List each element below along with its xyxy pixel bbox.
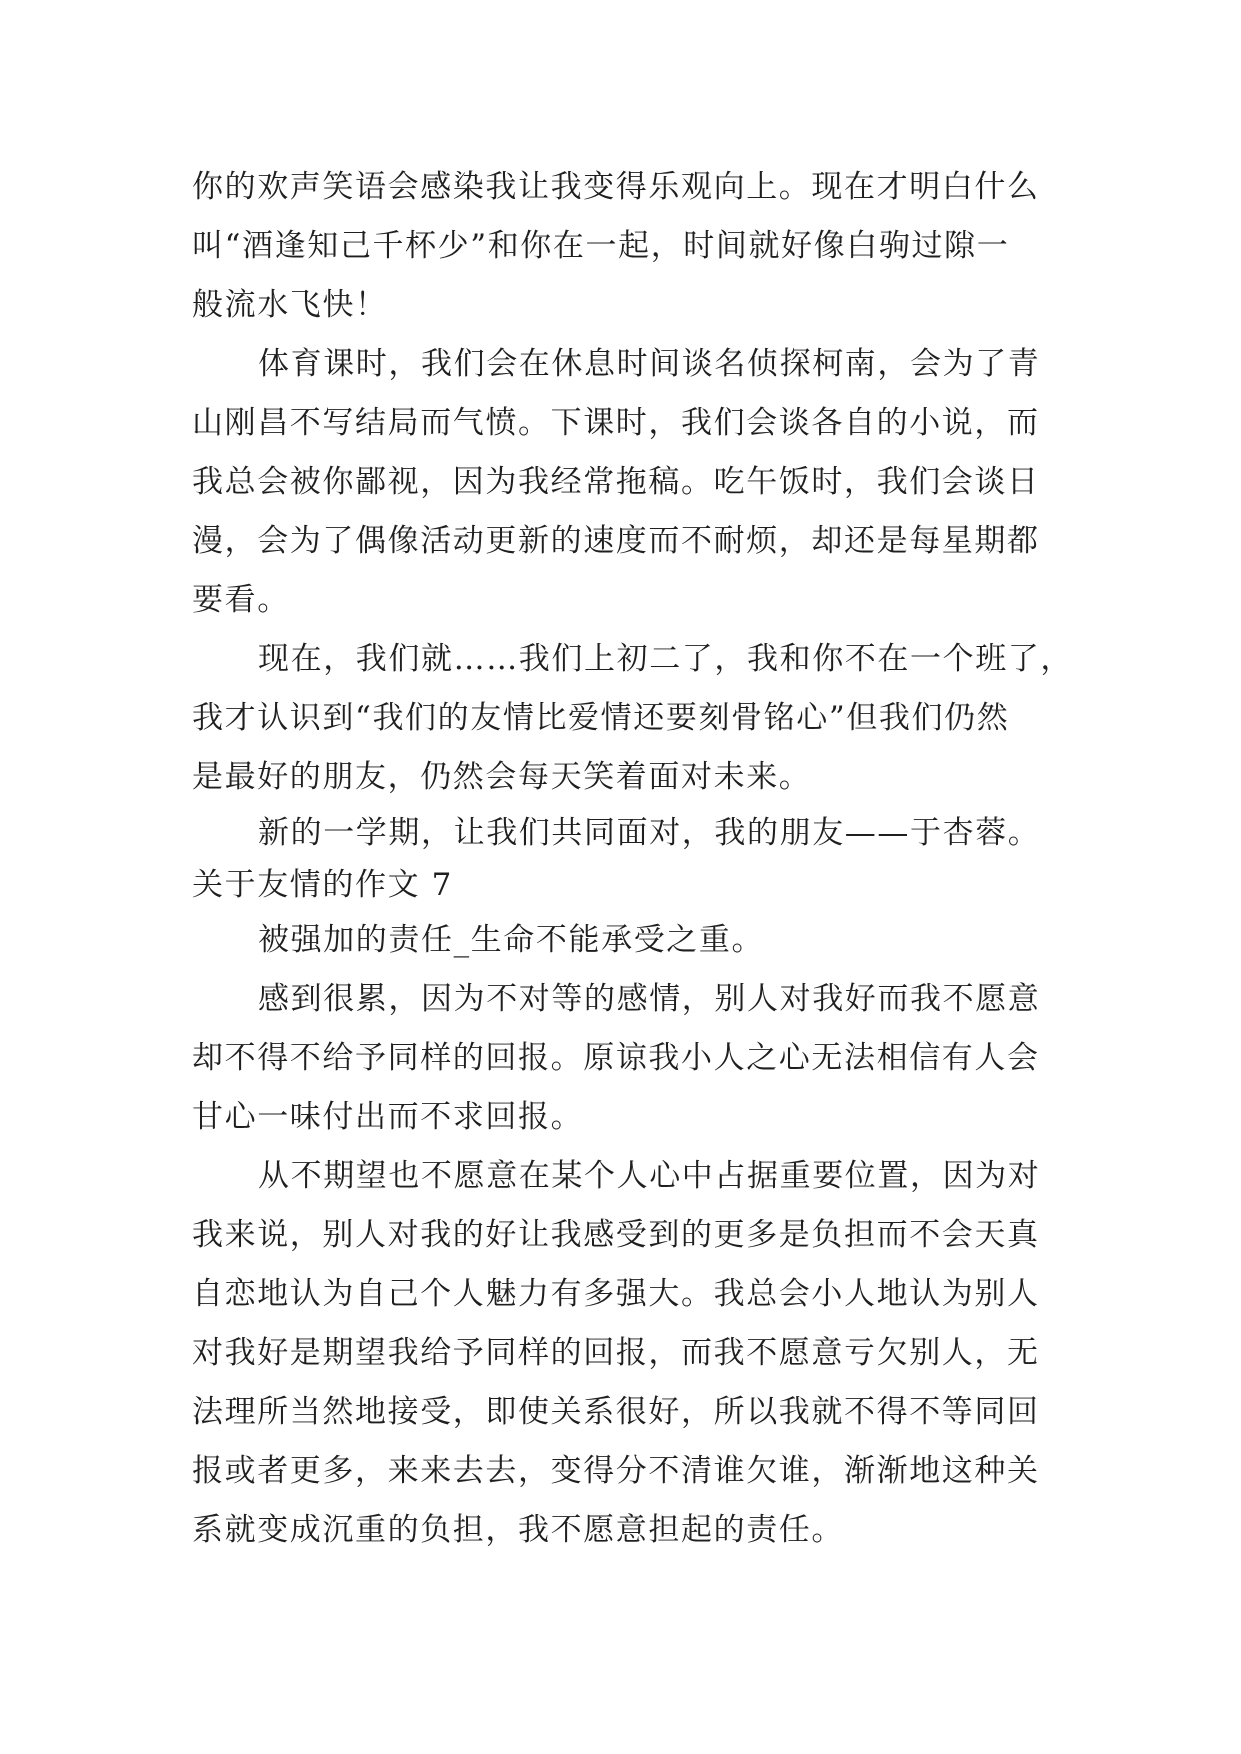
text-line: 法理所当然地接受，即使关系很好，所以我就不得不等同回 <box>192 1394 1040 1430</box>
text-line: 叫“酒逢知己千杯少”和你在一起，时间就好像白驹过隙一 <box>192 228 1010 264</box>
paragraph-first-line: 体育课时，我们会在休息时间谈名侦探柯南，会为了青 <box>258 346 1041 382</box>
text-line: 我总会被你鄙视，因为我经常拖稿。吃午饭时，我们会谈日 <box>192 464 1040 500</box>
section-heading: 关于友情的作文 7 <box>192 867 453 903</box>
text-line: 漫，会为了偶像活动更新的速度而不耐烦，却还是每星期都 <box>192 523 1040 559</box>
text-line: 我才认识到“我们的友情比爱情还要刻骨铭心”但我们仍然 <box>192 700 1010 736</box>
text-line: 是最好的朋友，仍然会每天笑着面对未来。 <box>192 759 812 795</box>
text-line: 般流水飞快！ <box>192 287 388 323</box>
text-line: 你的欢声笑语会感染我让我变得乐观向上。现在才明白什么 <box>192 169 1040 205</box>
text-line: 对我好是期望我给予同样的回报，而我不愿意亏欠别人，无 <box>192 1335 1040 1371</box>
paragraph-first-line: 从不期望也不愿意在某个人心中占据重要位置，因为对 <box>258 1158 1041 1194</box>
paragraph-first-line: 感到很累，因为不对等的感情，别人对我好而我不愿意 <box>258 981 1041 1017</box>
text-line: 却不得不给予同样的回报。原谅我小人之心无法相信有人会 <box>192 1040 1040 1076</box>
text-line: 我来说，别人对我的好让我感受到的更多是负担而不会天真 <box>192 1217 1040 1253</box>
paragraph-first-line: 被强加的责任_生命不能承受之重。 <box>258 922 765 958</box>
document-body <box>192 158 1072 1560</box>
text-line: 报或者更多，来来去去，变得分不清谁欠谁，渐渐地这种关 <box>192 1453 1040 1489</box>
text-line: 自恋地认为自己个人魅力有多强大。我总会小人地认为别人 <box>192 1276 1040 1312</box>
paragraph-first-line: 现在，我们就……我们上初二了，我和你不在一个班了， <box>258 641 1073 677</box>
text-line: 甘心一味付出而不求回报。 <box>192 1099 584 1135</box>
text-line: 山刚昌不写结局而气愤。下课时，我们会谈各自的小说，而 <box>192 405 1040 441</box>
text-line: 系就变成沉重的负担，我不愿意担起的责任。 <box>192 1512 844 1548</box>
paragraph-first-line: 新的一学期，让我们共同面对，我的朋友——于杏蓉。 <box>258 815 1041 851</box>
text-line: 要看。 <box>192 582 290 618</box>
